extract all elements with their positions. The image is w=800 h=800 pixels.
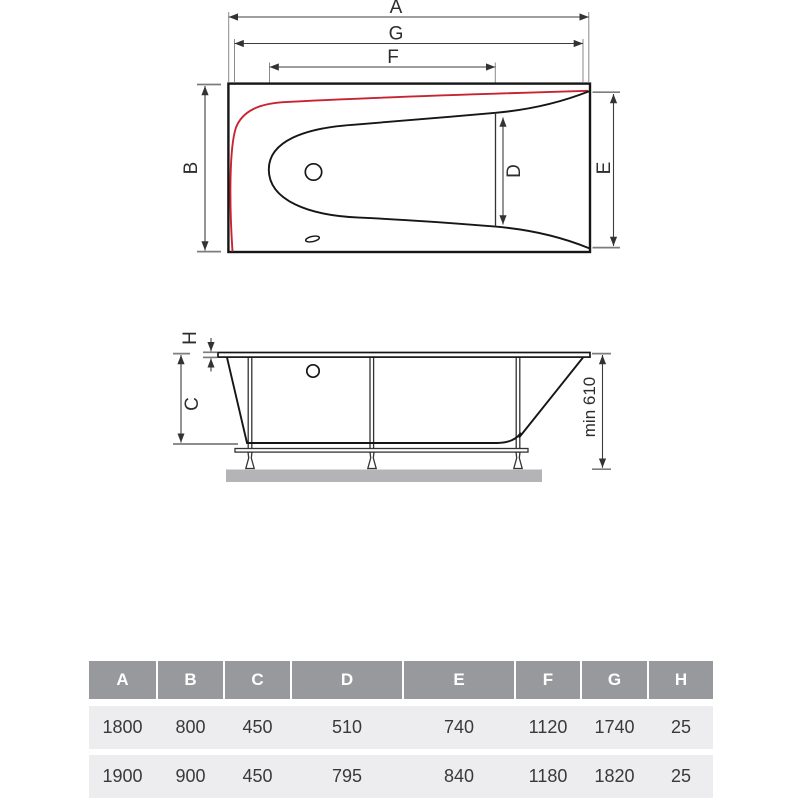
value-c-2: 450 (242, 766, 273, 786)
dim-line-g (235, 24, 584, 83)
value-g-2: 1820 (594, 766, 635, 786)
header-cell-c: C (225, 661, 290, 699)
spec-table (89, 661, 713, 798)
dim-line-b (181, 85, 221, 252)
dim-label-g: G (388, 23, 404, 45)
leg-left (248, 357, 252, 452)
dim-label-a: A (389, 0, 403, 18)
dim-line-e (593, 92, 621, 247)
end-wall-right (520, 358, 584, 438)
dim-line-h (180, 331, 217, 371)
dim-line-a (229, 0, 589, 82)
value-b-1: 800 (175, 717, 206, 737)
value-b-2: 900 (175, 766, 206, 786)
spec-table-header (89, 661, 713, 699)
dim-label-min610: min 610 (580, 376, 599, 438)
dim-line-min610 (580, 354, 611, 470)
value-d-2: 795 (331, 766, 363, 786)
value-g-1: 1740 (594, 717, 635, 737)
tub-outer-rim (228, 84, 590, 252)
dim-label-b: B (181, 161, 202, 175)
header-cell-f: F (516, 661, 580, 699)
floor-strip (226, 470, 542, 483)
drain-icon (305, 164, 321, 180)
table-row (89, 755, 713, 798)
header-cell-d: D (292, 661, 402, 699)
value-c-1: 450 (242, 717, 273, 737)
dim-label-h: H (180, 331, 201, 345)
header-cell-b: B (158, 661, 223, 699)
dim-label-f: F (387, 47, 399, 68)
dim-label-c: C (182, 397, 203, 411)
foot-right (514, 452, 522, 469)
value-e-1: 740 (443, 717, 475, 737)
leg-middle (370, 357, 374, 452)
overflow-hole-icon (307, 365, 319, 377)
header-cell-h: H (649, 661, 713, 699)
dim-label-e: E (594, 161, 615, 175)
value-h-2: 25 (670, 766, 692, 786)
foot-middle (368, 452, 376, 469)
shell-bottom (247, 434, 521, 444)
value-d-1: 510 (331, 717, 363, 737)
side-view-diagram (173, 331, 611, 482)
top-view-diagram (181, 0, 620, 252)
value-e-2: 840 (443, 766, 475, 786)
foot-left (246, 452, 254, 469)
table-row (89, 706, 713, 749)
value-f-2: 1180 (528, 766, 568, 786)
value-a-1: 1800 (102, 717, 143, 737)
value-h-1: 25 (670, 717, 692, 737)
support-frame (235, 449, 528, 453)
dim-line-c (173, 354, 238, 444)
header-cell-g: G (582, 661, 647, 699)
header-cell-a: A (89, 661, 156, 699)
value-a-2: 1900 (102, 766, 143, 786)
dim-label-d: D (504, 164, 525, 178)
header-cell-e: E (404, 661, 514, 699)
rim-bar (218, 353, 590, 358)
end-wall-left (227, 358, 247, 444)
value-f-1: 1120 (528, 717, 568, 737)
